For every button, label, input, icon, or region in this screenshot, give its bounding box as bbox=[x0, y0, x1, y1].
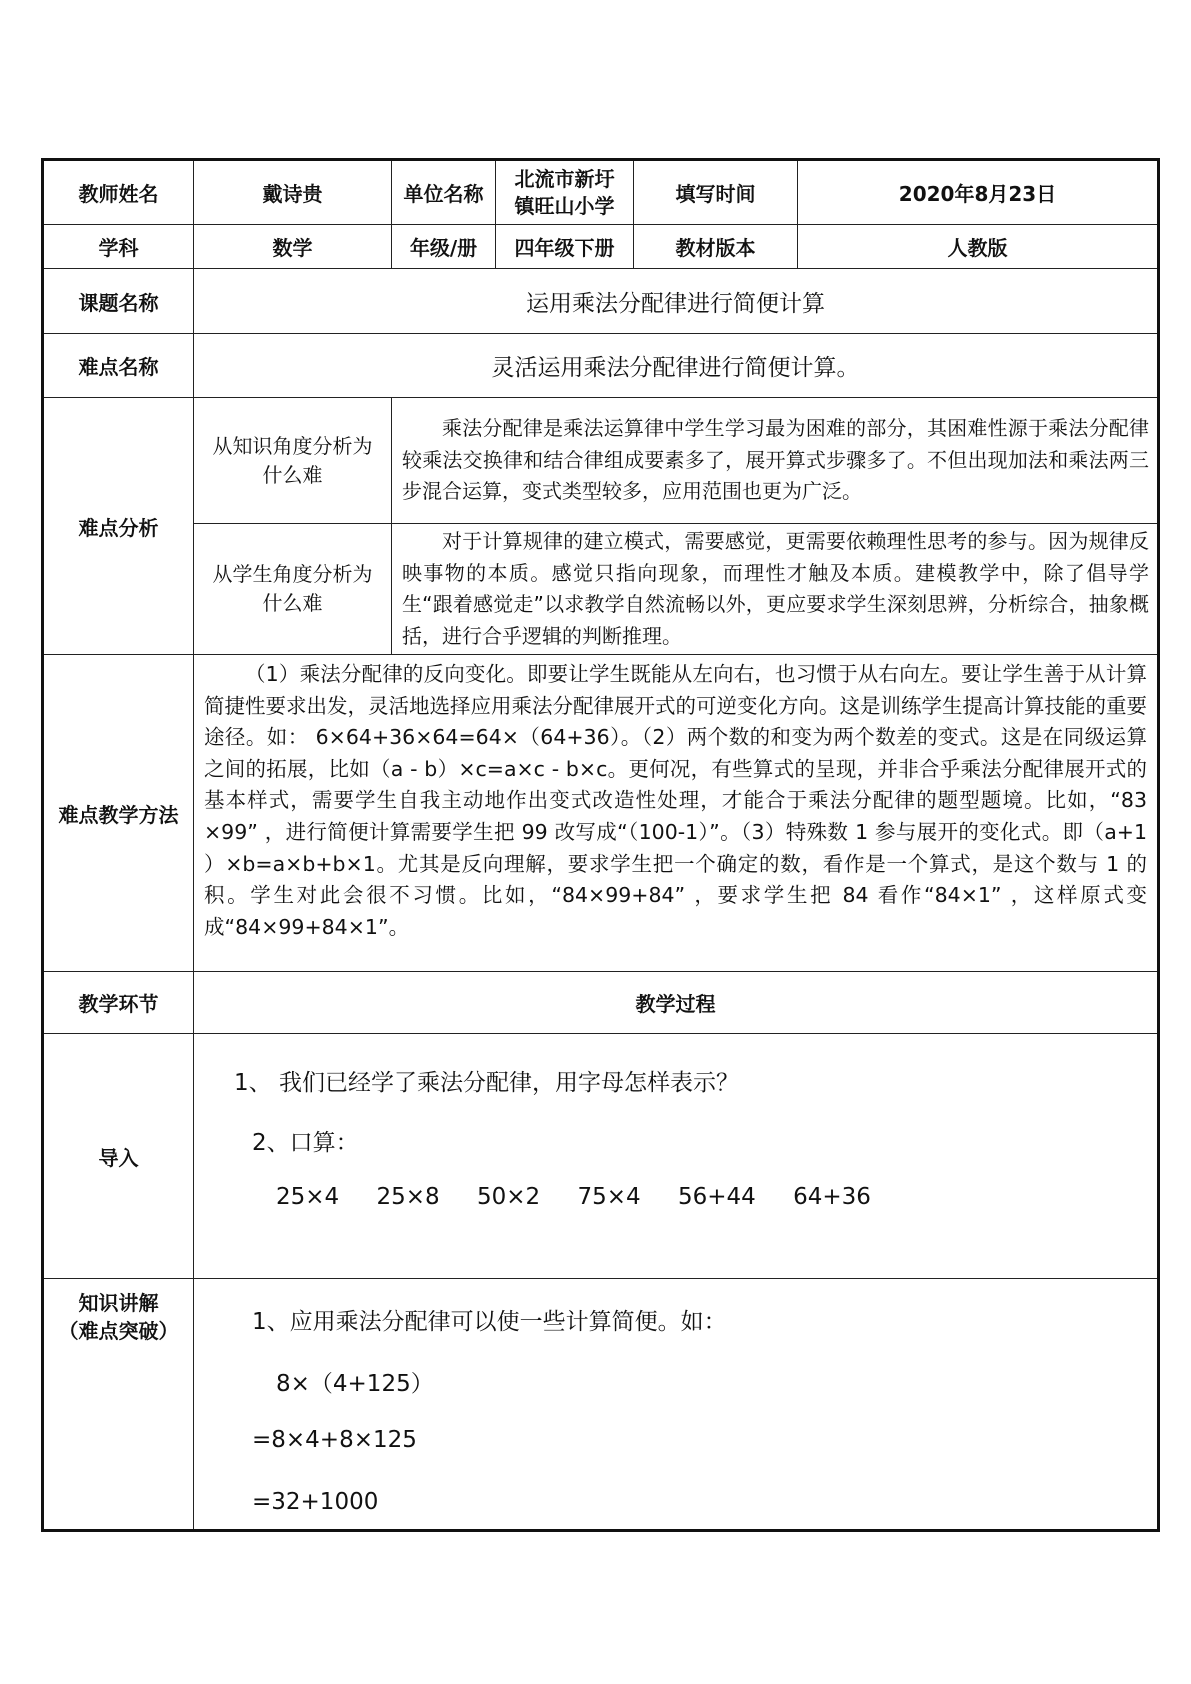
mental-math-item: 25×8 bbox=[376, 1184, 440, 1210]
difficulty-value: 灵活运用乘法分配律进行简便计算。 bbox=[194, 334, 1159, 398]
method-row bbox=[43, 655, 1159, 972]
unit-name-value: 北流市新圩镇旺山小学 bbox=[496, 160, 634, 225]
info-row-1 bbox=[43, 160, 1159, 225]
teacher-name-label: 教师姓名 bbox=[43, 160, 194, 225]
teaching-stage-label: 教学环节 bbox=[43, 972, 194, 1034]
knowledge-line-3: =8×4+8×125 bbox=[252, 1427, 417, 1453]
fill-date-value: 2020年8月23日 bbox=[798, 160, 1159, 225]
analysis-row-knowledge bbox=[43, 398, 1159, 524]
subject-label: 学科 bbox=[43, 225, 194, 269]
grade-label: 年级/册 bbox=[392, 225, 496, 269]
info-row-2 bbox=[43, 225, 1159, 269]
intro-question-2: 2、口算： bbox=[252, 1130, 359, 1156]
edition-value: 人教版 bbox=[798, 225, 1159, 269]
mental-math-item: 50×2 bbox=[476, 1184, 541, 1210]
edition-label: 教材版本 bbox=[634, 225, 798, 269]
topic-value: 运用乘法分配律进行简便计算 bbox=[194, 269, 1159, 334]
intro-question-1: 1、 我们已经学了乘法分配律，用字母怎样表示？ bbox=[234, 1070, 739, 1096]
mental-math-list bbox=[276, 1184, 901, 1210]
subject-value: 数学 bbox=[194, 225, 392, 269]
difficulty-row bbox=[43, 334, 1159, 398]
topic-label: 课题名称 bbox=[43, 269, 194, 334]
grade-value: 四年级下册 bbox=[496, 225, 634, 269]
student-angle-text: 对于计算规律的建立模式，需要感觉，更需要依赖理性思考的参与。因为规律反映事物的本质。感觉只指向现象，而理性才触及本质。建模教学中，除了倡导学生“跟着感觉走”以求教学自然流畅以外，更应要求学生深刻思辨，分析综合，抽象概括，进行合乎逻辑的判断推理。 bbox=[392, 524, 1159, 655]
knowledge-angle-text: 乘法分配律是乘法运算律中学生学习最为困难的部分，其困难性源于乘法分配律较乘法交换律和结合律组成要素多了，展开算式步骤多了。不但出现加法和乘法两三步混合运算，变式类型较多，应用范围也更为广泛。 bbox=[392, 398, 1159, 524]
method-text: （1）乘法分配律的反向变化。即要让学生既能从左向右，也习惯于从右向左。要让学生善于从计算简捷性要求出发，灵活地选择应用乘法分配律展开式的可逆变化方向。这是训练学生提高计算技能的重要途径。如： 6×64+36×64=64×（64+36）。（2）两个数的和变为两个数差的变式。这是在同级运算之间的拓展，比如（a - b）×c=a×c - b×c。更何况，有些算式的呈现，并非合乎乘法分配律展开式的基本样式，需要学生自我主动地作出变式改造性处理，才能合于乘法分配律的题型题境。比如，“83 ×99” ，进行简便计算需要学生把 99 改写成“（100-1）”。（3）特殊数 1 参与展开的变化式。即（a+1 ）×b=a×b+b×1。尤其是反向理解，要求学生把一个确定的数，看作是一个算式，是这个数与 1 的积。学生对此会很不习惯。比如，“84×99+84” ，要求学生把 84 看作“84×1” ，这样原式变成“84×99+84×1”。 bbox=[194, 655, 1159, 972]
mental-math-item: 75×4 bbox=[577, 1184, 641, 1210]
fill-date-label: 填写时间 bbox=[634, 160, 798, 225]
mental-math-item: 64+36 bbox=[793, 1184, 871, 1210]
knowledge-label-line-1: 知识讲解 bbox=[78, 1291, 159, 1315]
knowledge-line-2: 8×（4+125） bbox=[276, 1371, 434, 1397]
intro-label: 导入 bbox=[43, 1034, 194, 1279]
method-label: 难点教学方法 bbox=[43, 655, 194, 972]
student-angle-label: 从学生角度分析为什么难 bbox=[194, 524, 392, 655]
knowledge-row bbox=[43, 1279, 1159, 1531]
topic-row bbox=[43, 269, 1159, 334]
mental-math-item: 56+44 bbox=[677, 1184, 756, 1210]
mental-math-item: 25×4 bbox=[276, 1184, 340, 1210]
knowledge-label-line-2: （难点突破） bbox=[58, 1319, 179, 1343]
intro-row bbox=[43, 1034, 1159, 1279]
lesson-plan-table bbox=[41, 158, 1160, 1532]
difficulty-label: 难点名称 bbox=[43, 334, 194, 398]
knowledge-content bbox=[194, 1279, 1159, 1531]
knowledge-line-4: =32+1000 bbox=[252, 1489, 379, 1515]
knowledge-angle-label: 从知识角度分析为什么难 bbox=[194, 398, 392, 524]
analysis-label: 难点分析 bbox=[43, 398, 194, 655]
teaching-process-label: 教学过程 bbox=[194, 972, 1159, 1034]
knowledge-line-1: 1、应用乘法分配律可以使一些计算简便。如： bbox=[252, 1309, 727, 1335]
intro-content bbox=[194, 1034, 1159, 1279]
unit-name-label: 单位名称 bbox=[392, 160, 496, 225]
teacher-name-value: 戴诗贵 bbox=[194, 160, 392, 225]
knowledge-label bbox=[43, 1279, 194, 1531]
process-header-row bbox=[43, 972, 1159, 1034]
analysis-row-student bbox=[43, 524, 1159, 655]
